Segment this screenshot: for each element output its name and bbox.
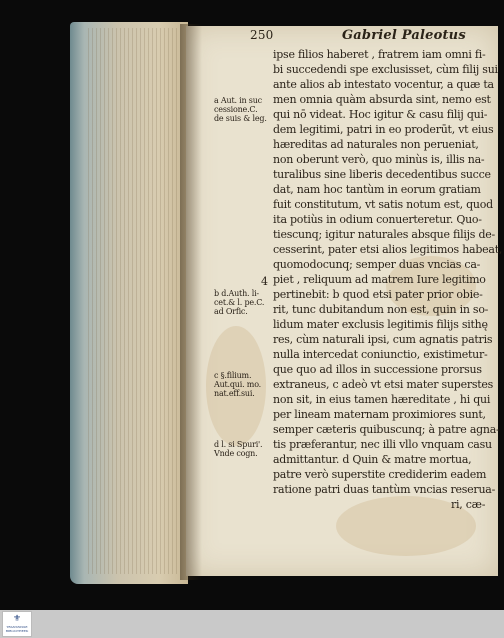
- library-logo-icon: ⚜: [12, 614, 22, 624]
- margin-note-line: c §.filium.: [214, 371, 252, 380]
- margin-note-d: [214, 440, 262, 458]
- text-line: que quo ad illos in successione prorsus: [273, 363, 482, 376]
- text-line: ipse filios haberet , fratrem iam omni fi-: [273, 48, 486, 61]
- margin-note-line: d l. si Spuri'.: [214, 440, 263, 449]
- text-line: dem legitimi, patri in eo proderūt, vt eius: [273, 123, 494, 136]
- margin-note-line: nat.eff.sui.: [214, 389, 255, 398]
- margin-note-c: [214, 371, 261, 398]
- text-line: non oberunt verò, quo minùs is, illis na-: [273, 153, 485, 166]
- catchword: ri, cæ-: [451, 498, 486, 511]
- text-line: tiescunq; igitur naturales absque filijs de-: [273, 228, 495, 241]
- text-line: cesserint, pater etsi alios legitimos habeat,: [273, 243, 503, 256]
- library-logo-text: TRANSNISSE BIBLIOTHEEK: [5, 625, 29, 633]
- text-line: piet , reliquum ad matrem Iure legitimo: [273, 273, 486, 286]
- author-heading: Gabriel Paleotus: [342, 28, 466, 43]
- text-line: bi succedendi spe exclusisset, cùm filij sui: [273, 63, 498, 76]
- margin-note-line: cessione.C.: [214, 105, 258, 114]
- text-line: hæreditas ad naturales non perueniat,: [273, 138, 479, 151]
- text-line: men omnia quàm absurda sint, nemo est: [273, 93, 491, 106]
- text-line: ratione patri duas tantùm vncias reserua-: [273, 483, 496, 496]
- viewer-footer-bar: [0, 610, 504, 638]
- margin-note-b: [214, 289, 264, 316]
- signature-mark: 4: [261, 275, 268, 288]
- margin-note-line: de suis & leg.: [214, 114, 267, 123]
- margin-note-line: Vnde cogn.: [214, 449, 258, 458]
- text-line: tis præferantur, nec illi vllo vnquam casu: [273, 438, 492, 451]
- library-logo: [2, 611, 32, 637]
- text-line: pertinebit: b quod etsi pater prior obie-: [273, 288, 483, 301]
- text-line: turalibus sine liberis decedentibus succe: [273, 168, 491, 181]
- spine-shadow: [180, 24, 202, 580]
- text-line: lidum mater exclusis legitimis filijs sithę: [273, 318, 488, 331]
- text-line: per lineam maternam proximiores sunt,: [273, 408, 486, 421]
- text-line: non sit, in eius tamen hæreditate , hi qui: [273, 393, 491, 406]
- margin-note-line: a Aut. in suc: [214, 96, 262, 105]
- text-line: ante alios ab intestato vocentur, a quæ ta: [273, 78, 494, 91]
- text-line: res, cùm naturali ipsi, cum agnatis patris: [273, 333, 493, 346]
- text-line: ita potiùs in odium conuerteretur. Quo-: [273, 213, 482, 226]
- text-line: semper cæteris quibuscunq; à patre agna-: [273, 423, 500, 436]
- margin-note-line: cet.& l. pe.C.: [214, 298, 265, 307]
- margin-note-line: b d.Auth. li-: [214, 289, 259, 298]
- page-number: 250: [250, 28, 274, 42]
- running-head: [250, 28, 490, 46]
- text-line: nulla intercedat coniunctio, existimetur-: [273, 348, 488, 361]
- text-line: quomodocunq; semper duas vncias ca-: [273, 258, 481, 271]
- text-line: fuit constitutum, vt satis notum est, quod: [273, 198, 493, 211]
- margin-note-line: ad Orfic.: [214, 307, 248, 316]
- text-line: qui nō videat. Hoc igitur & casu filij qui-: [273, 108, 488, 121]
- text-line: admittantur. d Quin & matre mortua,: [273, 453, 472, 466]
- text-line: extraneus, c adeò vt etsi mater superstes: [273, 378, 494, 391]
- margin-note-a: [214, 96, 267, 123]
- page-edges: [70, 22, 188, 584]
- margin-note-line: Aut.qui. mo.: [214, 380, 262, 389]
- text-line: dat, nam hoc tantùm in eorum gratiam: [273, 183, 481, 196]
- text-line: patre verò superstite crediderim eadem: [273, 468, 487, 481]
- text-line: rit, tunc dubitandum non est, quin in so-: [273, 303, 489, 316]
